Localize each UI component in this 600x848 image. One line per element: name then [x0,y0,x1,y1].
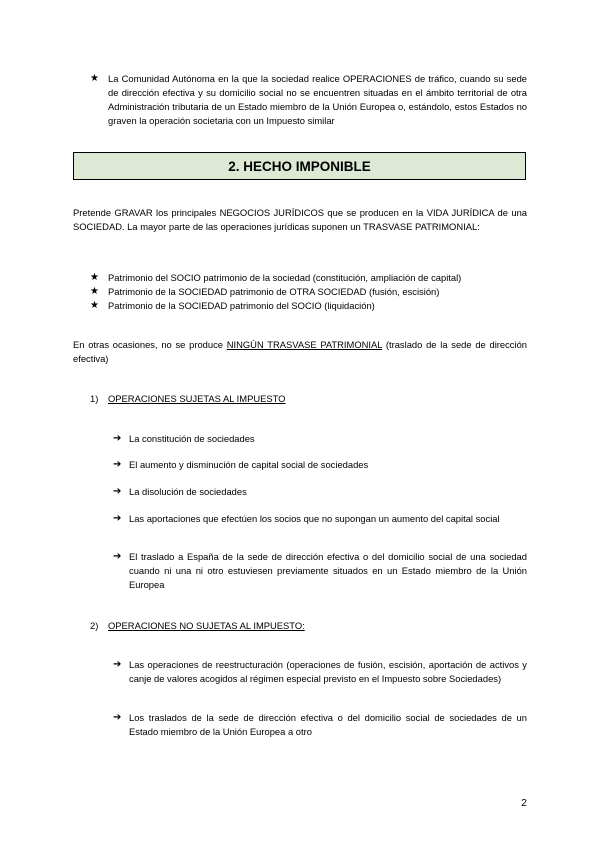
list2-item [113,658,527,686]
star-list-item [90,271,527,285]
list1-item-text: La constitución de sociedades [129,433,255,444]
intro-bullet-text: La Comunidad Autónoma en la que la sociedad realice OPERACIONES de tráfico, cuando su sede de dirección efectiva y su domicilio social no se encuentren situadas en el ámbito territorial de otra Administración tributaria de un Estado miembro de la Unión Europea o, estándolo, estos Estados no graven la operación societaria con un Impuesto similar [108,73,527,126]
list1-item [113,512,527,526]
list2-title: OPERACIONES NO SUJETAS AL IMPUESTO: [108,620,305,631]
star-list-item-text: Patrimonio del SOCIO patrimonio de la sociedad (constitución, ampliación de capital) [108,272,462,283]
star-bullet-icon: ★ [90,73,99,84]
arrow-bullet-icon: ➔ [113,459,122,470]
arrow-bullet-icon: ➔ [113,659,122,670]
star-list-item-text: Patrimonio de la SOCIEDAD patrimonio de OTRA SOCIEDAD (fusión, escisión) [108,286,440,297]
list1-item-text: La disolución de sociedades [129,486,247,497]
star-bullet-icon: ★ [90,272,99,283]
list2-heading [90,619,305,633]
list1-item-text: El aumento y disminución de capital social de sociedades [129,459,369,470]
arrow-bullet-icon: ➔ [113,712,122,723]
arrow-bullet-icon: ➔ [113,513,122,524]
star-bullet-icon: ★ [90,300,99,311]
list1-number: 1) [90,393,99,404]
para2-text-after: (traslado de la sede de dirección efectiva) [73,339,528,364]
star-list-item [90,299,527,313]
section-heading: 2. HECHO IMPONIBLE [73,152,526,180]
list1-item-text: El traslado a España de la sede de dirección efectiva o del domicilio social de una sociedad cuando ni una ni otro estuviesen previamente situados en un Estado miembro de la Unión Europea [129,551,527,590]
star-bullet-icon: ★ [90,286,99,297]
star-list-item-text: Patrimonio de la SOCIEDAD patrimonio del SOCIO (liquidación) [108,300,375,311]
list2-item-text: Las operaciones de reestructuración (operaciones de fusión, escisión, aportación de activos y canje de valores acogidos al régimen especial previsto en el Impuesto sobre Sociedades) [129,659,527,684]
para2-underlined-text: NINGÚN TRASVASE PATRIMONIAL [226,339,383,350]
list1-item [113,458,527,472]
list1-item [113,485,527,499]
list2-item-text: Los traslados de la sede de dirección efectiva o del domicilio social de sociedades de un Estado miembro de la Unión Europea a otro [129,712,527,737]
list1-heading [90,392,285,406]
star-list-item [90,285,527,299]
list2-item [113,711,527,739]
intro-bullet [90,72,527,128]
list1-title: OPERACIONES SUJETAS AL IMPUESTO [108,393,286,404]
list1-item [113,550,527,592]
arrow-bullet-icon: ➔ [113,551,122,562]
intro-paragraph: Pretende GRAVAR los principales NEGOCIOS JURÍDICOS que se producen en la VIDA JURÍDICA de una SOCIEDAD. La mayor parte de las operaciones jurídicas suponen un TRASVASE PATRIMONIAL: [73,207,527,232]
para2-text-before: En otras ocasiones, no se produce [73,339,227,350]
page-number: 2 [521,797,527,809]
list1-item-text: Las aportaciones que efectúen los socios que no supongan un aumento del capital social [129,513,500,524]
arrow-bullet-icon: ➔ [113,486,122,497]
second-paragraph [73,338,527,366]
arrow-bullet-icon: ➔ [113,433,122,444]
list2-number: 2) [90,620,99,631]
list1-item [113,432,527,446]
